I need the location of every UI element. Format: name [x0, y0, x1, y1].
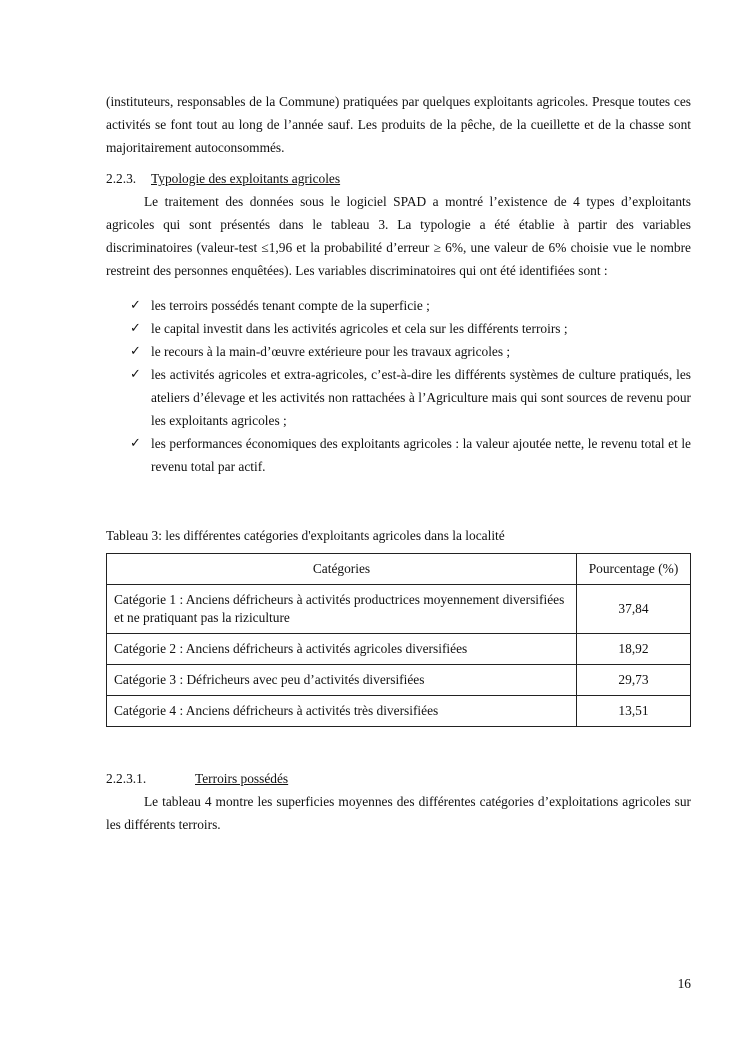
subsection-heading	[106, 767, 691, 790]
percent-cell: 37,84	[577, 585, 691, 634]
checkmark-icon: ✓	[130, 436, 141, 451]
intro-paragraph: (instituteurs, responsables de la Commune) pratiquées par quelques exploitants agricoles. Presque toutes ces activités se font tout au long de l’année sauf. Les produits de la pêche, de la cueillette et de la chasse sont majoritairement autoconsommés.	[106, 94, 691, 155]
table-row	[107, 585, 691, 634]
category-cell: Catégorie 2 : Anciens défricheurs à activités agricoles diversifiées	[107, 634, 577, 665]
percent-cell: 29,73	[577, 665, 691, 696]
list-item: ✓ le recours à la main-d’œuvre extérieure pour les travaux agricoles ;	[151, 340, 691, 363]
category-cell: Catégorie 1 : Anciens défricheurs à activités productrices moyennement diversifiées et ne pratiquant pas la riziculture	[107, 585, 577, 634]
checkmark-icon: ✓	[130, 298, 141, 313]
table-caption: Tableau 3: les différentes catégories d'exploitants agricoles dans la localité	[106, 528, 505, 543]
categories-table	[106, 553, 691, 727]
column-header-categories: Catégories	[107, 554, 577, 585]
category-cell: Catégorie 4 : Anciens défricheurs à activités très diversifiées	[107, 696, 577, 727]
checkmark-icon: ✓	[130, 321, 141, 336]
section-number: 2.2.3.	[106, 171, 137, 186]
list-item: ✓ les activités agricoles et extra-agricoles, c’est-à-dire les différents systèmes de culture pratiqués, les ateliers d’élevage et les activités non rattachées à l’Agriculture mais qui sont sources de revenu pour les exploitants agricoles ;	[151, 363, 691, 432]
percent-cell: 13,51	[577, 696, 691, 727]
checkmark-icon: ✓	[130, 367, 141, 382]
table-row	[107, 665, 691, 696]
section-paragraph: Le traitement des données sous le logiciel SPAD a montré l’existence de 4 types d’exploitants agricoles qui sont présentés dans le tableau 3. La typologie a été établie à partir des variables discriminatoires (valeur-test ≤1,96 et la probabilité d’erreur ≥ 6%, une valeur de 6% choisie vue le nombre restreint des personnes enquêtées). Les variables discriminatoires qui ont été identifiées sont :	[106, 194, 691, 278]
list-item: ✓ les performances économiques des exploitants agricoles : la valeur ajoutée nette, le revenu total et le revenu total par actif.	[151, 432, 691, 478]
table-header-row	[107, 554, 691, 585]
section-title: Typologie des exploitants agricoles	[151, 171, 341, 186]
subsection-paragraph: Le tableau 4 montre les superficies moyennes des différentes catégories d’exploitations agricoles sur les différents terroirs.	[106, 794, 691, 832]
page-number: 16	[677, 976, 691, 991]
subsection-title: Terroirs possédés	[195, 771, 289, 786]
subsection-number: 2.2.3.1.	[106, 771, 147, 786]
percent-cell: 18,92	[577, 634, 691, 665]
category-cell: Catégorie 3 : Défricheurs avec peu d’activités diversifiées	[107, 665, 577, 696]
list-item: ✓ le capital investit dans les activités agricoles et cela sur les différents terroirs ;	[151, 317, 691, 340]
table-row	[107, 696, 691, 727]
table-row	[107, 634, 691, 665]
section-heading	[106, 167, 691, 190]
document-page	[106, 90, 691, 836]
list-item: ✓ les terroirs possédés tenant compte de la superficie ;	[151, 294, 691, 317]
column-header-percentage: Pourcentage (%)	[577, 554, 691, 585]
checkmark-icon: ✓	[130, 344, 141, 359]
variables-list	[106, 294, 691, 478]
